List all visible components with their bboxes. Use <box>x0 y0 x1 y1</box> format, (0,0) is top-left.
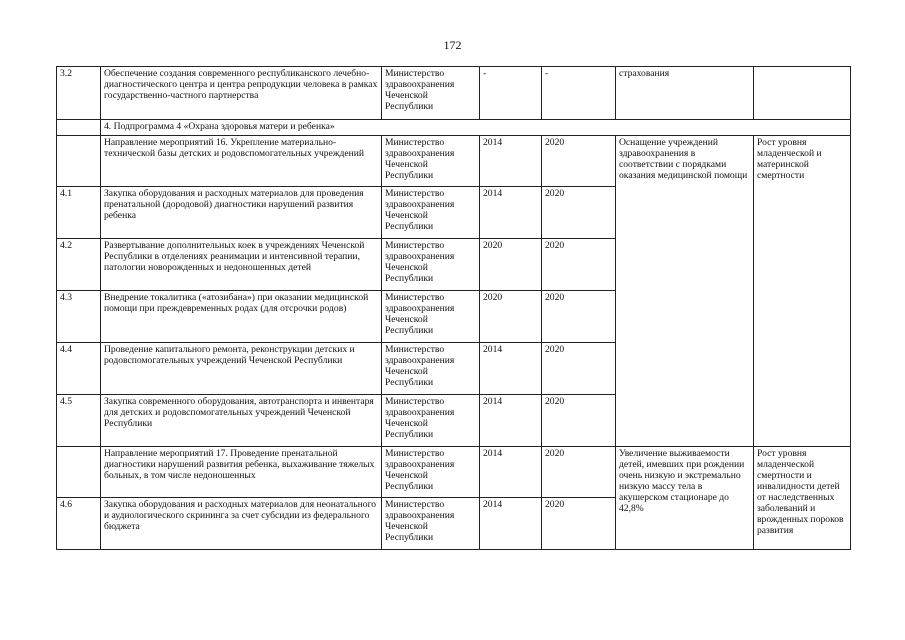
cell-executor: Министерство здравоохранения Чеченской Республики <box>382 395 480 447</box>
cell-start-year: - <box>480 67 542 120</box>
cell-executor: Министерство здравоохранения Чеченской Республики <box>382 187 480 239</box>
cell-number: 3.2 <box>57 67 101 120</box>
table-row-direction-17 <box>57 447 851 498</box>
cell-activity: Направление мероприятий 16. Укрепление материально-технической базы детских и родовспомогательных учреждений <box>101 136 382 187</box>
cell-number <box>57 136 101 187</box>
cell-number <box>57 120 101 136</box>
cell-end-year: - <box>542 67 616 120</box>
cell-activity: Закупка оборудования и расходных материалов для проведения пренатальной (дородовой) диагностики нарушений развития ребенка <box>101 187 382 239</box>
cell-number <box>57 447 101 498</box>
cell-executor: Министерство здравоохранения Чеченской Республики <box>382 447 480 498</box>
cell-number: 4.6 <box>57 498 101 550</box>
cell-activity: Внедрение токалитика («атозибана») при оказании медицинской помощи при преждевременных родах (для отсрочки родов) <box>101 291 382 343</box>
cell-end-year: 2020 <box>542 239 616 291</box>
cell-link <box>754 67 851 120</box>
cell-end-year: 2020 <box>542 136 616 187</box>
cell-start-year: 2020 <box>480 291 542 343</box>
cell-executor: Министерство здравоохранения Чеченской Республики <box>382 498 480 550</box>
cell-activity: Проведение капитального ремонта, реконструкции детских и родовспомогательных учреждений Чеченской Республики <box>101 343 382 395</box>
table-row-direction-16 <box>57 136 851 187</box>
page-number: 172 <box>443 38 462 52</box>
cell-activity: Обеспечение создания современного республиканского лечебно-диагностического центра и центра репродукции человека в рамках государственно-частного партнерства <box>101 67 382 120</box>
cell-number: 4.2 <box>57 239 101 291</box>
cell-number: 4.5 <box>57 395 101 447</box>
cell-result: Увеличение выживаемости детей, имевших при рождении очень низкую и экстремально низкую массу тела в акушерском стационаре до 42,8% <box>616 447 754 550</box>
cell-link: Рост уровня младенческой смертности и инвалидности детей от наследственных заболеваний и врожденных пороков развития <box>754 447 851 550</box>
cell-result: страхования <box>616 67 754 120</box>
program-table <box>56 66 851 550</box>
cell-start-year: 2014 <box>480 395 542 447</box>
cell-executor: Министерство здравоохранения Чеченской Республики <box>382 291 480 343</box>
cell-end-year: 2020 <box>542 395 616 447</box>
cell-activity: Развертывание дополнительных коек в учреждениях Чеченской Республики в отделениях реанимации и интенсивной терапии, патологии новорожденных и недоношенных детей <box>101 239 382 291</box>
cell-activity: Закупка современного оборудования, автотранспорта и инвентаря для детских и родовспомогательных учреждений Чеченской Республики <box>101 395 382 447</box>
table-row-3-2 <box>57 67 851 120</box>
cell-number: 4.4 <box>57 343 101 395</box>
cell-link: Рост уровня младенческой и материнской смертности <box>754 136 851 447</box>
subprogram-heading: 4. Подпрограмма 4 «Охрана здоровья матери и ребенка» <box>101 120 851 136</box>
cell-executor: Министерство здравоохранения Чеченской Республики <box>382 67 480 120</box>
cell-executor: Министерство здравоохранения Чеченской Республики <box>382 136 480 187</box>
cell-end-year: 2020 <box>542 343 616 395</box>
cell-number: 4.1 <box>57 187 101 239</box>
cell-executor: Министерство здравоохранения Чеченской Республики <box>382 343 480 395</box>
cell-end-year: 2020 <box>542 291 616 343</box>
cell-end-year: 2020 <box>542 447 616 498</box>
cell-end-year: 2020 <box>542 498 616 550</box>
cell-start-year: 2014 <box>480 187 542 239</box>
cell-result: Оснащение учреждений здравоохранения в соответствии с порядками оказания медицинской помощи <box>616 136 754 447</box>
cell-start-year: 2014 <box>480 498 542 550</box>
cell-start-year: 2014 <box>480 447 542 498</box>
cell-start-year: 2014 <box>480 343 542 395</box>
cell-start-year: 2020 <box>480 239 542 291</box>
cell-activity: Закупка оборудования и расходных материалов для неонатального и аудиологического скрининга за счет субсидии из федерального бюджета <box>101 498 382 550</box>
cell-start-year: 2014 <box>480 136 542 187</box>
cell-executor: Министерство здравоохранения Чеченской Республики <box>382 239 480 291</box>
cell-number: 4.3 <box>57 291 101 343</box>
cell-end-year: 2020 <box>542 187 616 239</box>
table-row-subprogram-4 <box>57 120 851 136</box>
cell-activity: Направление мероприятий 17. Проведение пренатальной диагностики нарушений развития ребенка, выхаживание тяжелых больных, в том числе недоношенных <box>101 447 382 498</box>
